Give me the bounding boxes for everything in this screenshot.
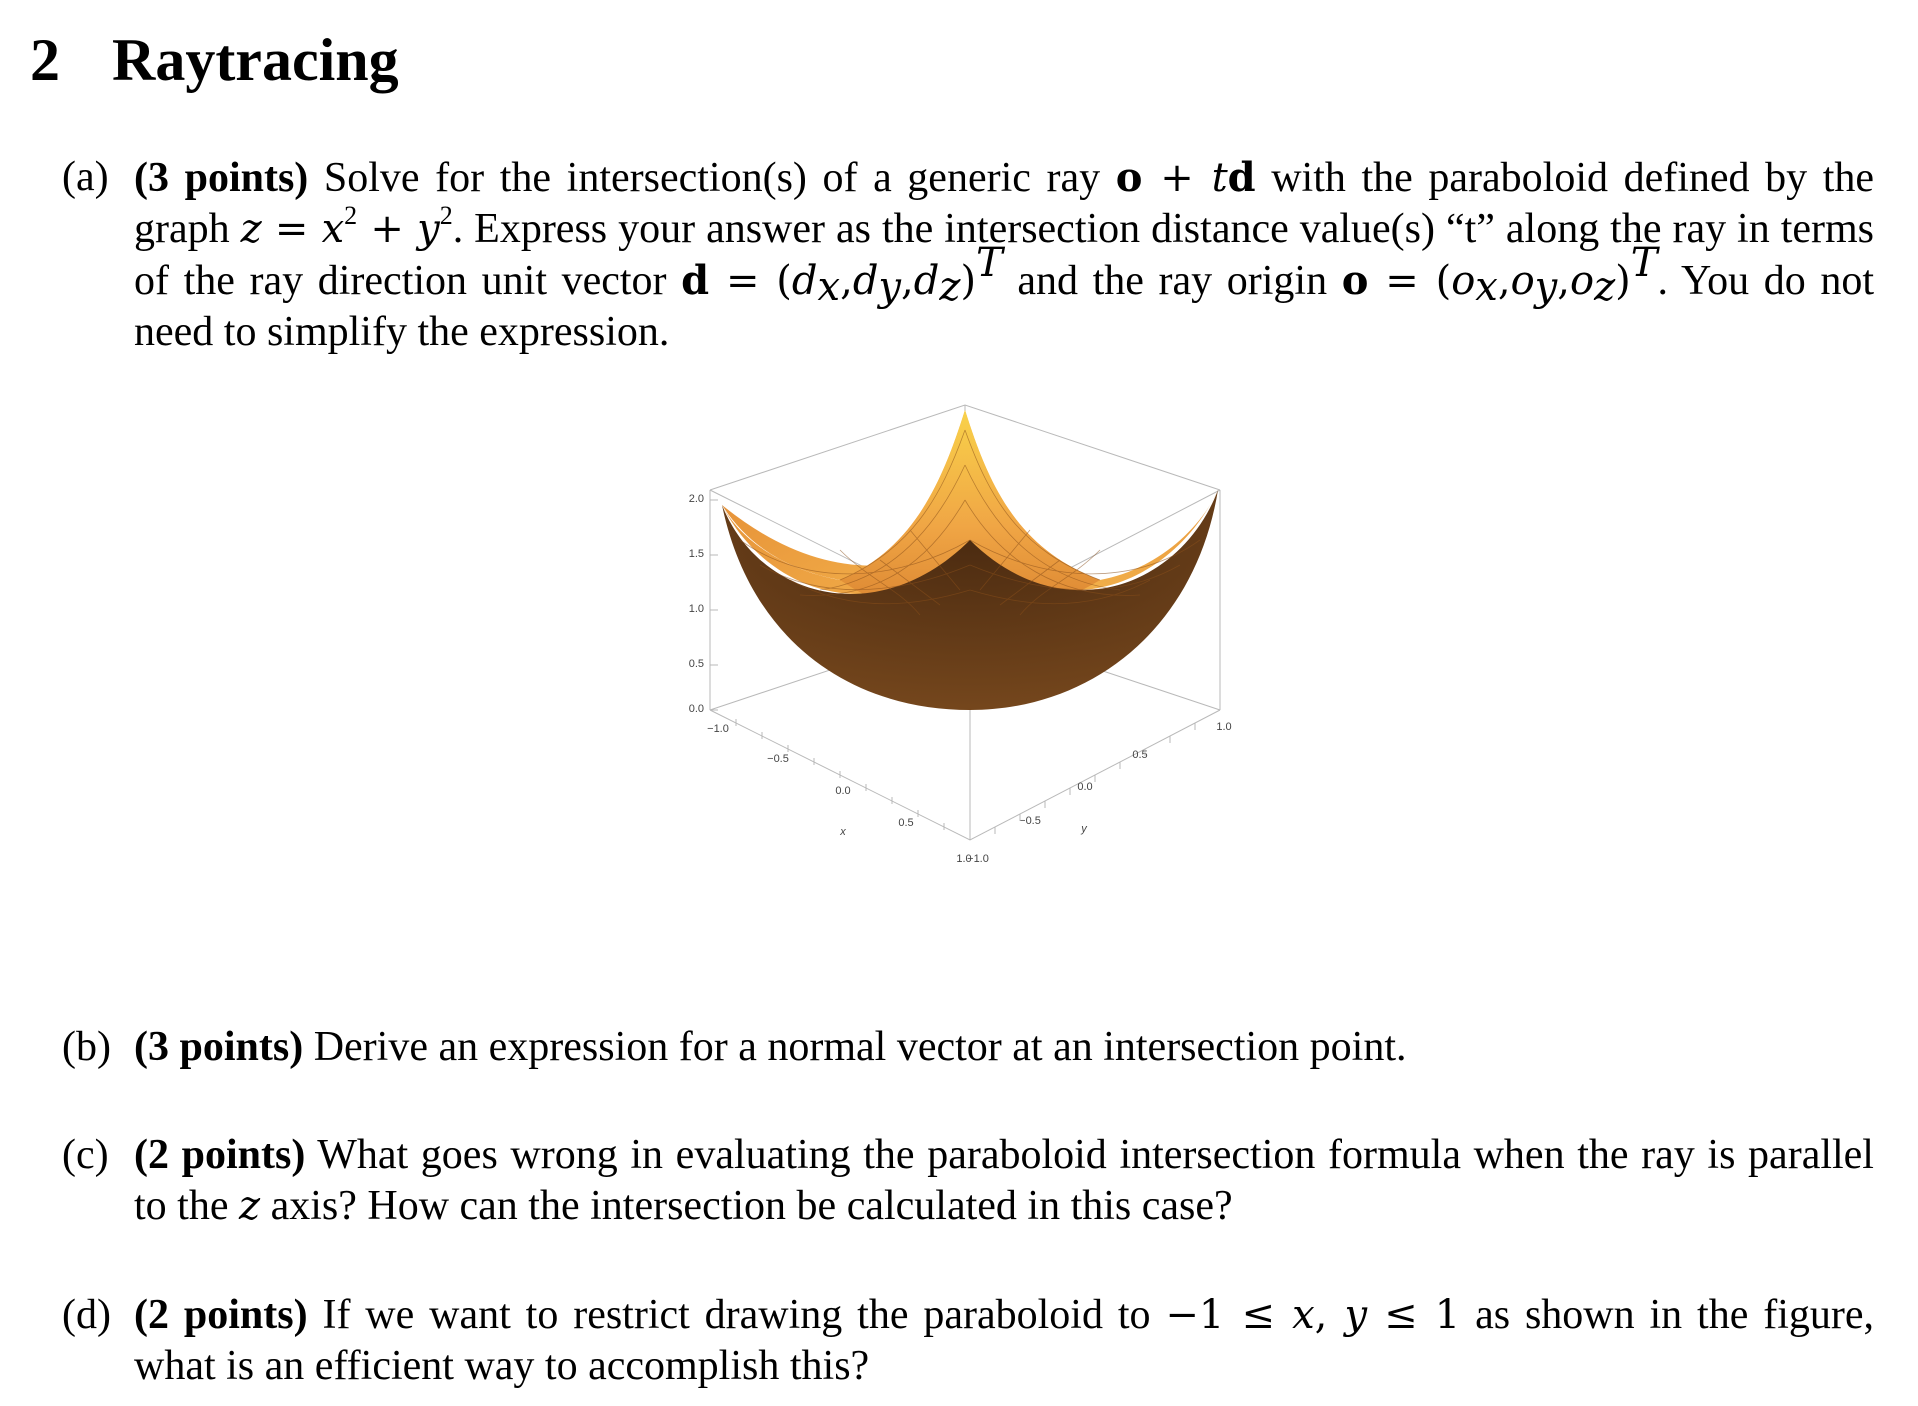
paraboloid-figure	[640, 390, 1260, 950]
part-text: . Express your answer as the intersection distance value(s) “t” along the ray in terms of the ray direction unit vector	[134, 206, 1875, 304]
points-label: (2 points)	[134, 1292, 308, 1338]
paraboloid-surface	[722, 410, 1218, 710]
z-tick-label: 0.5	[688, 658, 704, 670]
x-tick-label: −1.0	[707, 723, 729, 735]
section-title: Raytracing	[112, 27, 399, 93]
y-tick-label: −0.5	[1019, 815, 1041, 827]
y-tick-label: −1.0	[967, 853, 989, 865]
section-number: 2	[30, 27, 60, 93]
x-tick-label: 0.5	[898, 817, 914, 829]
part-tag: (b)	[62, 1024, 111, 1070]
direction-vector: d	[681, 257, 710, 304]
part-text: What goes wrong in evaluating the paraboloid intersection formula when the ray is parallel to the	[134, 1132, 1874, 1229]
part-text: with the paraboloid defined by the graph	[134, 155, 1875, 252]
surface-equation: z	[240, 206, 262, 252]
part-text: . You do not need to simplify the expression.	[134, 258, 1875, 355]
x-tick-label: −0.5	[767, 753, 789, 765]
z-tick-label: 0.0	[688, 703, 704, 715]
x-axis-ticks	[707, 723, 972, 865]
part-text: Derive an expression for a normal vector at an intersection point.	[313, 1024, 1407, 1070]
problem-part-c	[62, 1130, 1874, 1232]
x-tick-label: 0.0	[835, 785, 851, 797]
part-text: Solve for the intersection(s) of a generic ray	[323, 155, 1101, 201]
part-text: axis? How can the intersection be calculated in this case?	[270, 1183, 1233, 1229]
z-tick-label: 2.0	[688, 493, 704, 505]
ray-expression: o	[1115, 154, 1143, 201]
points-label: (3 points)	[134, 1024, 304, 1070]
x-axis-label: x	[840, 826, 846, 838]
points-label: (2 points)	[134, 1132, 306, 1178]
x-tick-label: 1.0	[956, 853, 972, 865]
range-expression: −1 ≤	[1165, 1292, 1293, 1338]
problem-part-b	[62, 1022, 1874, 1073]
part-tag: (a)	[62, 154, 109, 200]
axis-variable: z	[238, 1183, 261, 1229]
origin-vector: o	[1341, 257, 1369, 304]
part-text: If we want to restrict drawing the paraboloid to	[322, 1292, 1151, 1338]
points-label: (3 points)	[134, 155, 309, 201]
z-tick-label: 1.5	[688, 548, 704, 560]
y-axis-ticks	[967, 721, 1232, 865]
z-axis-ticks	[689, 493, 704, 715]
part-tag: (d)	[62, 1292, 111, 1338]
y-tick-label: 1.0	[1216, 721, 1232, 733]
section-heading	[30, 20, 399, 100]
part-tag: (c)	[62, 1132, 109, 1178]
problem-part-d: (d) (2 points) If we want to restrict drawing the paraboloid to −1 ≤ x, y ≤ 1 as shown in the figure, what is an efficient way to accomplish this?	[62, 1292, 1875, 1389]
part-text: as shown in the figure, what is an efficient way to accomplish this?	[134, 1292, 1875, 1389]
y-tick-label: 0.0	[1077, 781, 1093, 793]
y-tick-label: 0.5	[1132, 749, 1148, 761]
problem-part-a: (a) (3 points) Solve for the intersection(s) of a generic ray o + td with the paraboloid defined by the graph $z = x^2 + y^2$. Express your answer as the intersection distance value(s) “t” along the ray in terms of the ray direction unit vector $d = (d_x,d_y,d_z)^T$ and the ray origin $o = (o_x,o_y,o_z)^T$. You do not need to simplify the expression.	[62, 154, 1875, 355]
y-axis-label: y	[1081, 823, 1087, 835]
z-tick-label: 1.0	[688, 603, 704, 615]
part-text: and the ray origin	[1017, 258, 1328, 304]
